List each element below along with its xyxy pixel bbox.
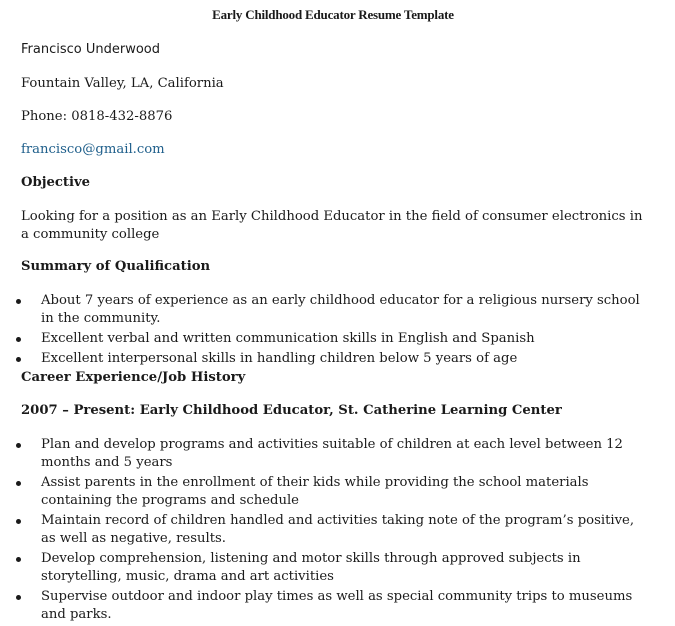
list-item-text: About 7 years of experience as an early childhood educator for a religious nursery school in the community. [41, 293, 640, 326]
list-item-text: Excellent interpersonal skills in handling children below 5 years of age [41, 351, 518, 366]
list-item-text: Plan and develop programs and activities suitable of children at each level between 12 months and 5 years [41, 437, 623, 470]
bullet-icon [16, 357, 21, 362]
list-item-text: Excellent verbal and written communication skills in English and Spanish [41, 331, 535, 346]
contact-address: Fountain Valley, LA, California [21, 76, 224, 91]
list-item [0, 436, 651, 472]
list-item-text: Maintain record of children handled and activities taking note of the program’s positive, as well as negative, results. [41, 513, 635, 546]
contact-email[interactable]: francisco@gmail.com [21, 142, 165, 157]
objective-text: Looking for a position as an Early Childhood Educator in the field of consumer electronics in a community college [21, 209, 643, 242]
document-title: Early Childhood Educator Resume Template [212, 7, 454, 22]
list-item-text: Assist parents in the enrollment of their kids while providing the school materials containing the programs and schedule [41, 475, 589, 508]
list-item-text: Develop comprehension, listening and motor skills through approved subjects in storytelling, music, drama and art activities [41, 551, 581, 584]
job-title: 2007 – Present: Early Childhood Educator, St. Catherine Learning Center [21, 403, 562, 418]
list-item [0, 330, 651, 348]
bullet-icon [16, 337, 21, 342]
list-item-text: Supervise outdoor and indoor play times as well as special community trips to museums and parks. [41, 589, 633, 622]
bullet-icon [16, 481, 21, 486]
list-item [0, 512, 651, 548]
qualifications-list [0, 292, 660, 370]
bullet-icon [16, 443, 21, 448]
career-heading: Career Experience/Job History [21, 370, 246, 385]
contact-phone: Phone: 0818-432-8876 [21, 109, 173, 124]
objective-heading: Objective [21, 175, 91, 190]
list-item [0, 350, 651, 368]
list-item [0, 474, 651, 510]
contact-name: Francisco Underwood [21, 42, 160, 57]
bullet-icon [16, 557, 21, 562]
bullet-icon [16, 595, 21, 600]
list-item [0, 292, 651, 328]
duties-list [0, 436, 660, 626]
list-item [0, 588, 651, 624]
bullet-icon [16, 299, 21, 304]
bullet-icon [16, 519, 21, 524]
qualifications-heading: Summary of Qualification [21, 259, 211, 274]
list-item [0, 550, 651, 586]
